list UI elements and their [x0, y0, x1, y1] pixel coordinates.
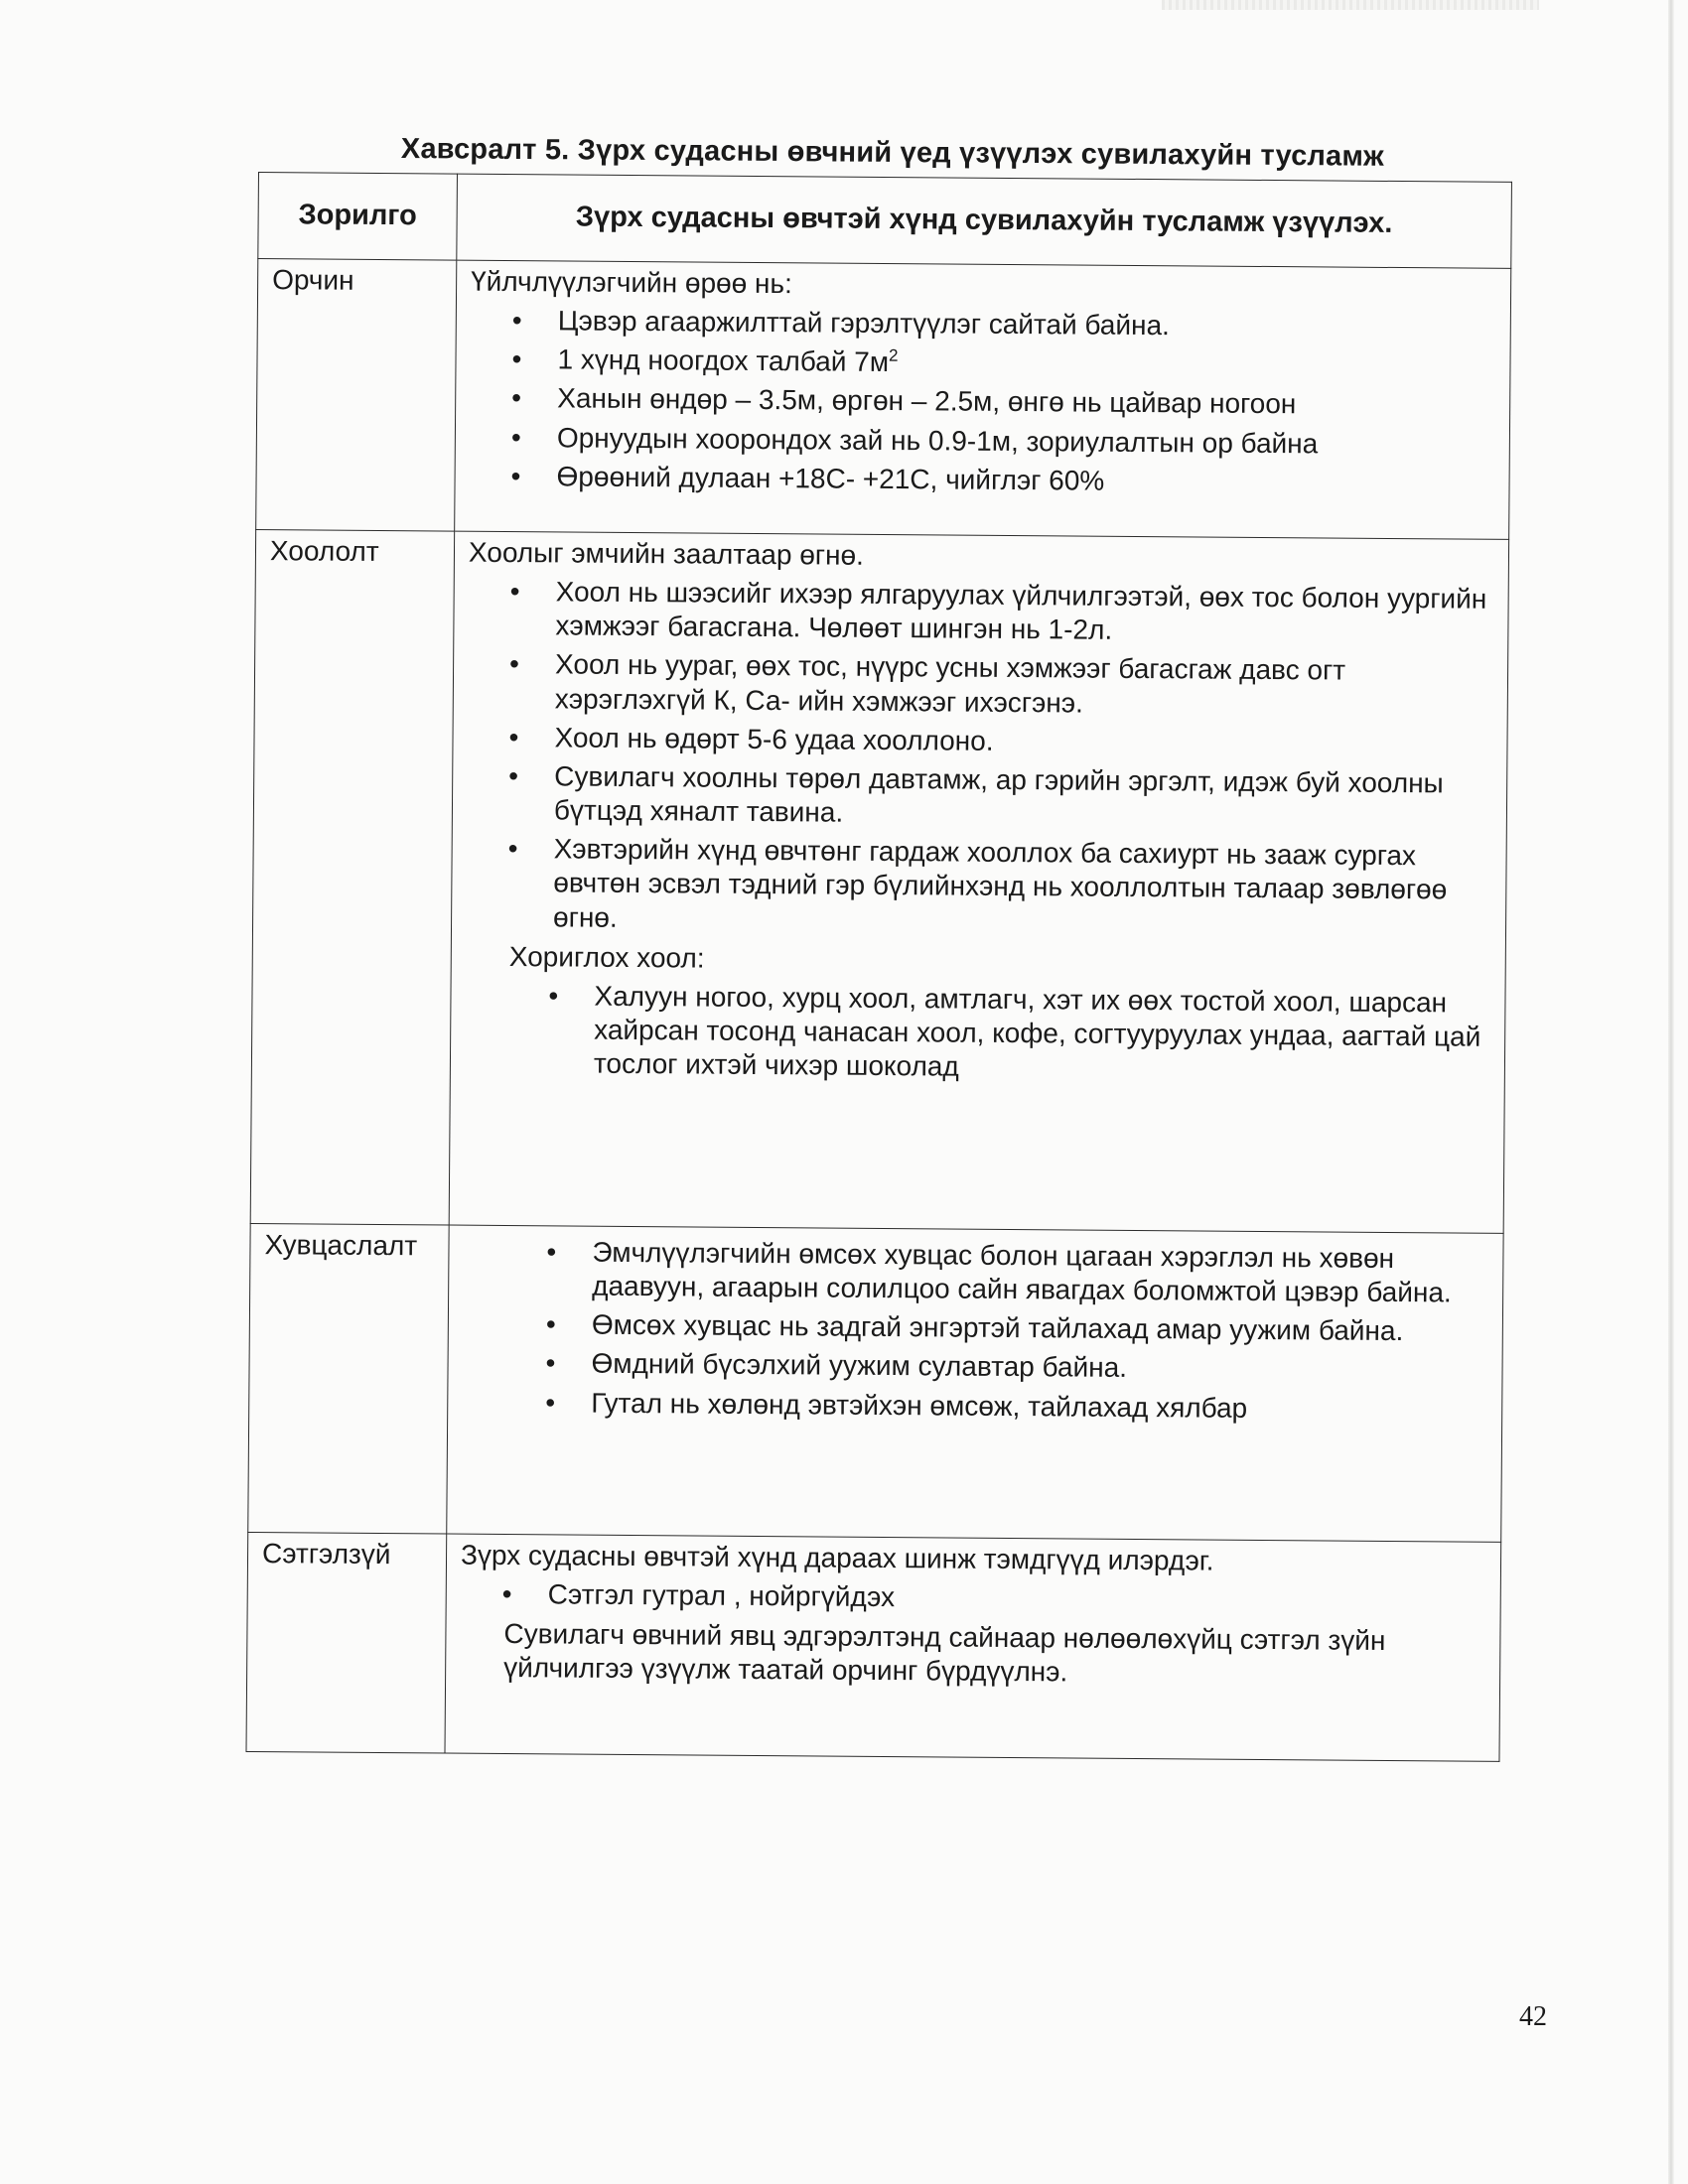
list-item: • Өмсөх хувцас нь задгай энгэртэй тайлахад амар уужим байна.: [592, 1308, 1490, 1349]
care-table: [245, 172, 1511, 1762]
list-item: • Халуун ногоо, хурц хоол, амтлагч, хэт их өөх тостой хоол, шарсан хайрсан тосонд чанасан хоол, кофе, согтууруулах ундаа, аагтай цай тослог ихтэй чихэр шоколад: [594, 980, 1493, 1089]
list-item: • Сувилагч хоолны төрөл давтамж, ар гэрийн эргэлт, идэж буй хоолны бүтцэд хяналт тавина.: [554, 759, 1495, 835]
list-item: [557, 343, 1497, 385]
row-label-clothing: Хувцаслалт: [248, 1223, 449, 1534]
row-label-food: Хоололт: [250, 529, 454, 1225]
scan-artifact-top: [1162, 0, 1539, 10]
list-item: • Орнуудын хоорондох зай нь 0.9-1м, зориулалтын ор байна: [557, 421, 1497, 463]
list-item: • Хоол нь уураг, өөх тос, нүүрс усны хэмжээг багасгаж давс огт хэрэглэхгүй К, Са- ийн хэмжээг ихэсгэнэ.: [555, 648, 1496, 724]
area-text: 1 хүнд ноогдох талбай 7м: [557, 343, 890, 378]
list-item: • Эмчлүүлэгчийн өмсөх хувцас болон цагаан хэрэглэл нь хөвөн даавуун, агаарын солилцоо сайн явагдах боломжтой цэвэр байна.: [592, 1236, 1491, 1310]
page-title: Хавсралт 5. Зүрх судасны өвчний үед үзүүлэх сувилахуйн тусламж: [400, 133, 1384, 173]
list-item: • Хэвтэрийн хүнд өвчтөнг гардаж хооллох ба сахиурт нь зааж сургах өвчтөн эсвэл тэдний гэр бүлийнхэнд нь хооллолтын талаар зөвлөгөө өгнө.: [553, 833, 1494, 942]
row-content-mental: [445, 1534, 1501, 1761]
table-row-food: [250, 529, 1508, 1233]
clothing-list: [462, 1235, 1490, 1428]
scan-artifact-edge: [1668, 0, 1674, 2184]
forbidden-food-heading: Хориглох хоол:: [508, 940, 705, 974]
list-item: • Өмдний бүсэлхий уужим сулавтар байна.: [591, 1347, 1489, 1388]
environment-intro: Үйлчлүүлэгчийн өрөө нь:: [471, 265, 792, 300]
row-content-clothing: [447, 1225, 1503, 1542]
row-label-environment: Орчин: [256, 259, 457, 532]
table-row-clothing: [248, 1223, 1503, 1542]
header-goal-cell: Зорилго: [258, 173, 458, 261]
row-content-food: [449, 531, 1508, 1233]
care-table-wrapper: [246, 172, 1511, 1740]
list-item: • Сэтгэл гутрал , нойргүйдэх: [548, 1577, 1488, 1619]
mental-intro: Зүрх судасны өвчтэй хүнд дараах шинж тэмдгүүд илэрдэг.: [460, 1539, 1214, 1576]
list-item: • Ханын өндөр – 3.5м, өргөн – 2.5м, өнгө нь цайвар ногоон: [557, 382, 1497, 424]
list-item: • Хоол нь өдөрт 5-6 удаа хооллоно.: [554, 721, 1494, 762]
food-intro: Хоолыг эмчийн заалтаар өгнө.: [468, 536, 865, 571]
list-item: • Өрөөний дулаан +18С- +21С, чийглэг 60%: [556, 460, 1496, 501]
list-item: • Цэвэр агааржилттай гэрэлтүүлэг сайтай байна.: [558, 305, 1498, 346]
forbidden-food-list: [465, 979, 1493, 1089]
list-item: • Хоол нь шээсийг ихээр ялгаруулах үйлчилгээтэй, өөх тос болон уургийн хэмжээг багасгана. Чөлөөт шингэн нь 1-2л.: [555, 576, 1496, 651]
mental-paragraph: Сувилагч өвчний явц эдгэрэлтэнд сайнаар нөлөөлөхүйц сэтгэл зүйн үйлчилгээ үзүүлж таатай орчинг бүрдүүлнэ.: [503, 1618, 1386, 1688]
environment-list: [469, 304, 1497, 501]
list-item: • Гутал нь хөлөнд эвтэйхэн өмсөж, тайлахад хялбар: [591, 1386, 1489, 1427]
food-list: [466, 575, 1496, 942]
table-row-mental: [246, 1532, 1501, 1761]
area-superscript: 2: [888, 345, 899, 366]
mental-list: [461, 1577, 1488, 1619]
table-header-row: [258, 173, 1512, 269]
row-content-environment: [455, 260, 1511, 539]
page-number: 42: [1519, 2001, 1547, 2032]
row-label-mental: Сэтгэлзүй: [246, 1532, 447, 1753]
table-row-environment: [256, 259, 1511, 540]
header-goal-text: Зүрх судасны өвчтэй хүнд сувилахуйн тусламж үзүүлэх.: [457, 174, 1512, 268]
